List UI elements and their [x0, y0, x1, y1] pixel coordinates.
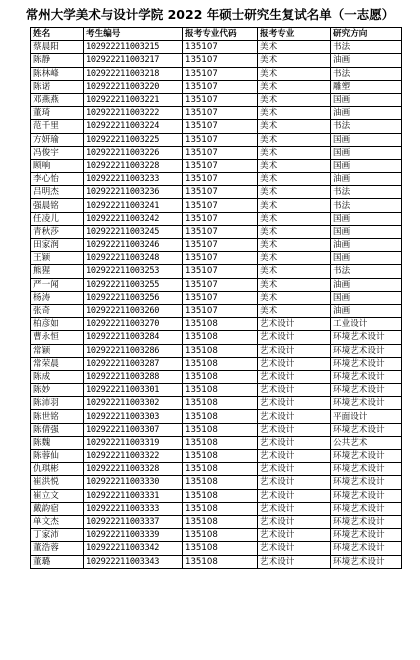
cell-major: 美术: [258, 133, 331, 146]
cell-major: 美术: [258, 252, 331, 265]
table-row: [31, 304, 402, 317]
cell-name: 熊猩: [31, 265, 84, 278]
cell-candidate-id: 102922211003284: [84, 331, 183, 344]
table-row: [31, 239, 402, 252]
cell-research-direction: 油画: [331, 304, 402, 317]
cell-research-direction: 环境艺术设计: [331, 489, 402, 502]
cell-major: 美术: [258, 107, 331, 120]
table-row: [31, 489, 402, 502]
cell-research-direction: 环境艺术设计: [331, 463, 402, 476]
cell-name: 吕明杰: [31, 186, 84, 199]
cell-name: 顾响: [31, 159, 84, 172]
cell-major-code: 135107: [183, 199, 258, 212]
cell-major: 艺术设计: [258, 318, 331, 331]
header-major: 报考专业: [258, 28, 331, 41]
table-row: [31, 133, 402, 146]
cell-major-code: 135108: [183, 436, 258, 449]
cell-candidate-id: 102922211003236: [84, 186, 183, 199]
cell-research-direction: 环境艺术设计: [331, 502, 402, 515]
cell-research-direction: 环境艺术设计: [331, 384, 402, 397]
cell-candidate-id: 102922211003343: [84, 555, 183, 568]
cell-major: 美术: [258, 67, 331, 80]
table-row: [31, 252, 402, 265]
cell-major: 美术: [258, 212, 331, 225]
table-row: [31, 331, 402, 344]
cell-name: 崔立文: [31, 489, 84, 502]
cell-major: 美术: [258, 225, 331, 238]
cell-major-code: 135107: [183, 291, 258, 304]
cell-name: 陈妙: [31, 384, 84, 397]
cell-research-direction: 油画: [331, 278, 402, 291]
cell-candidate-id: 102922211003256: [84, 291, 183, 304]
cell-research-direction: 书法: [331, 265, 402, 278]
cell-major-code: 135107: [183, 67, 258, 80]
cell-research-direction: 油画: [331, 173, 402, 186]
cell-name: 任凌儿: [31, 212, 84, 225]
cell-candidate-id: 102922211003228: [84, 159, 183, 172]
table-row: [31, 291, 402, 304]
cell-major-code: 135108: [183, 502, 258, 515]
cell-candidate-id: 102922211003330: [84, 476, 183, 489]
cell-major-code: 135108: [183, 489, 258, 502]
cell-candidate-id: 102922211003337: [84, 515, 183, 528]
cell-name: 严一闻: [31, 278, 84, 291]
cell-major-code: 135107: [183, 133, 258, 146]
cell-major-code: 135107: [183, 93, 258, 106]
cell-major: 美术: [258, 199, 331, 212]
cell-candidate-id: 102922211003302: [84, 397, 183, 410]
table-row: [31, 410, 402, 423]
cell-major-code: 135108: [183, 529, 258, 542]
table-row: [31, 515, 402, 528]
cell-name: 陈倩强: [31, 423, 84, 436]
cell-major: 艺术设计: [258, 357, 331, 370]
table-row: [31, 67, 402, 80]
cell-name: 陈诺: [31, 80, 84, 93]
cell-major-code: 135107: [183, 120, 258, 133]
cell-research-direction: 环境艺术设计: [331, 542, 402, 555]
table-row: [31, 93, 402, 106]
table-row: [31, 80, 402, 93]
cell-research-direction: 国画: [331, 225, 402, 238]
cell-research-direction: 环境艺术设计: [331, 423, 402, 436]
cell-major: 美术: [258, 173, 331, 186]
cell-major: 美术: [258, 304, 331, 317]
cell-name: 常荣晨: [31, 357, 84, 370]
cell-name: 王颖: [31, 252, 84, 265]
table-row: [31, 397, 402, 410]
table-row: [31, 357, 402, 370]
cell-candidate-id: 102922211003303: [84, 410, 183, 423]
cell-name: 冯俊宇: [31, 146, 84, 159]
cell-research-direction: 环境艺术设计: [331, 397, 402, 410]
table-row: [31, 423, 402, 436]
cell-research-direction: 国画: [331, 291, 402, 304]
cell-candidate-id: 102922211003217: [84, 54, 183, 67]
cell-research-direction: 书法: [331, 41, 402, 54]
cell-major: 美术: [258, 54, 331, 67]
cell-candidate-id: 102922211003218: [84, 67, 183, 80]
cell-major: 美术: [258, 41, 331, 54]
cell-name: 董琦: [31, 107, 84, 120]
cell-name: 杨涛: [31, 291, 84, 304]
cell-name: 李心怡: [31, 173, 84, 186]
cell-research-direction: 国画: [331, 252, 402, 265]
cell-major: 艺术设计: [258, 476, 331, 489]
table-row: [31, 199, 402, 212]
cell-candidate-id: 102922211003322: [84, 450, 183, 463]
cell-research-direction: 国画: [331, 133, 402, 146]
cell-candidate-id: 102922211003242: [84, 212, 183, 225]
cell-name: 单文杰: [31, 515, 84, 528]
cell-research-direction: 环境艺术设计: [331, 357, 402, 370]
header-research-direction: 研究方向: [331, 28, 402, 41]
cell-major: 艺术设计: [258, 384, 331, 397]
cell-major: 美术: [258, 278, 331, 291]
cell-research-direction: 书法: [331, 186, 402, 199]
cell-major: 艺术设计: [258, 463, 331, 476]
table-row: [31, 212, 402, 225]
cell-candidate-id: 102922211003342: [84, 542, 183, 555]
cell-major-code: 135108: [183, 450, 258, 463]
cell-major: 艺术设计: [258, 555, 331, 568]
cell-major-code: 135107: [183, 304, 258, 317]
table-row: [31, 384, 402, 397]
cell-candidate-id: 102922211003339: [84, 529, 183, 542]
cell-research-direction: 油画: [331, 239, 402, 252]
cell-major-code: 135108: [183, 344, 258, 357]
cell-major-code: 135107: [183, 41, 258, 54]
table-row: [31, 555, 402, 568]
cell-candidate-id: 102922211003224: [84, 120, 183, 133]
cell-major-code: 135107: [183, 146, 258, 159]
cell-major: 艺术设计: [258, 397, 331, 410]
cell-major: 美术: [258, 186, 331, 199]
table-row: [31, 146, 402, 159]
cell-major-code: 135108: [183, 370, 258, 383]
cell-research-direction: 国画: [331, 93, 402, 106]
cell-candidate-id: 102922211003270: [84, 318, 183, 331]
table-row: [31, 344, 402, 357]
cell-major-code: 135107: [183, 252, 258, 265]
cell-major: 艺术设计: [258, 436, 331, 449]
cell-candidate-id: 102922211003220: [84, 80, 183, 93]
cell-research-direction: 环境艺术设计: [331, 370, 402, 383]
cell-name: 董浩蓉: [31, 542, 84, 555]
cell-major-code: 135108: [183, 555, 258, 568]
cell-major-code: 135108: [183, 515, 258, 528]
cell-candidate-id: 102922211003221: [84, 93, 183, 106]
cell-major-code: 135107: [183, 225, 258, 238]
document-title: 常州大学美术与设计学院 2022 年硕士研究生复试名单（一志愿）: [25, 7, 395, 22]
table-row: [31, 54, 402, 67]
cell-research-direction: 油画: [331, 107, 402, 120]
cell-candidate-id: 102922211003253: [84, 265, 183, 278]
header-major-code: 报考专业代码: [183, 28, 258, 41]
cell-name: 方妍瑜: [31, 133, 84, 146]
table-header-row: [31, 28, 402, 41]
cell-research-direction: 油画: [331, 54, 402, 67]
cell-major-code: 135108: [183, 384, 258, 397]
cell-candidate-id: 102922211003222: [84, 107, 183, 120]
table-row: [31, 107, 402, 120]
cell-research-direction: 公共艺术: [331, 436, 402, 449]
cell-name: 陈林峰: [31, 67, 84, 80]
table-row: [31, 186, 402, 199]
cell-research-direction: 环境艺术设计: [331, 344, 402, 357]
cell-major-code: 135107: [183, 186, 258, 199]
cell-name: 邓燕燕: [31, 93, 84, 106]
header-name: 姓名: [31, 28, 84, 41]
cell-candidate-id: 102922211003215: [84, 41, 183, 54]
cell-major: 美术: [258, 146, 331, 159]
cell-research-direction: 国画: [331, 159, 402, 172]
cell-research-direction: 书法: [331, 67, 402, 80]
cell-candidate-id: 102922211003288: [84, 370, 183, 383]
cell-name: 陈成: [31, 370, 84, 383]
cell-candidate-id: 102922211003286: [84, 344, 183, 357]
cell-name: 强晨铭: [31, 199, 84, 212]
cell-name: 蔡晨阳: [31, 41, 84, 54]
cell-research-direction: 平面设计: [331, 410, 402, 423]
cell-major: 艺术设计: [258, 410, 331, 423]
table-row: [31, 120, 402, 133]
cell-research-direction: 书法: [331, 199, 402, 212]
cell-name: 柏彦如: [31, 318, 84, 331]
table-row: [31, 476, 402, 489]
cell-research-direction: 环境艺术设计: [331, 476, 402, 489]
cell-research-direction: 雕塑: [331, 80, 402, 93]
cell-research-direction: 环境艺术设计: [331, 555, 402, 568]
cell-name: 陈静: [31, 54, 84, 67]
table-row: [31, 278, 402, 291]
cell-candidate-id: 102922211003246: [84, 239, 183, 252]
table-row: [31, 436, 402, 449]
cell-major: 艺术设计: [258, 529, 331, 542]
cell-candidate-id: 102922211003287: [84, 357, 183, 370]
cell-name: 崔洪悦: [31, 476, 84, 489]
cell-name: 陈魏: [31, 436, 84, 449]
cell-candidate-id: 102922211003333: [84, 502, 183, 515]
cell-research-direction: 环境艺术设计: [331, 529, 402, 542]
cell-name: 范千里: [31, 120, 84, 133]
cell-name: 张奇: [31, 304, 84, 317]
cell-major-code: 135108: [183, 542, 258, 555]
cell-name: 戴韵宿: [31, 502, 84, 515]
cell-major-code: 135107: [183, 278, 258, 291]
cell-major-code: 135108: [183, 318, 258, 331]
cell-major-code: 135107: [183, 239, 258, 252]
cell-candidate-id: 102922211003307: [84, 423, 183, 436]
cell-name: 曹永恒: [31, 331, 84, 344]
cell-major: 艺术设计: [258, 370, 331, 383]
cell-major-code: 135107: [183, 107, 258, 120]
table-row: [31, 225, 402, 238]
cell-major: 艺术设计: [258, 502, 331, 515]
table-row: [31, 370, 402, 383]
cell-major-code: 135108: [183, 357, 258, 370]
table-row: [31, 502, 402, 515]
cell-major-code: 135107: [183, 173, 258, 186]
cell-name: 丁家沛: [31, 529, 84, 542]
cell-candidate-id: 102922211003301: [84, 384, 183, 397]
cell-candidate-id: 102922211003331: [84, 489, 183, 502]
cell-name: 陈沛羽: [31, 397, 84, 410]
table-row: [31, 463, 402, 476]
cell-major-code: 135108: [183, 410, 258, 423]
cell-major-code: 135107: [183, 80, 258, 93]
table-row: [31, 265, 402, 278]
cell-major-code: 135108: [183, 463, 258, 476]
cell-research-direction: 国画: [331, 212, 402, 225]
cell-major: 美术: [258, 120, 331, 133]
cell-candidate-id: 102922211003328: [84, 463, 183, 476]
cell-major: 艺术设计: [258, 331, 331, 344]
cell-research-direction: 国画: [331, 146, 402, 159]
cell-name: 陈世铭: [31, 410, 84, 423]
table-body: [31, 41, 402, 569]
table-row: [31, 159, 402, 172]
cell-major: 美术: [258, 291, 331, 304]
cell-candidate-id: 102922211003233: [84, 173, 183, 186]
cell-research-direction: 环境艺术设计: [331, 450, 402, 463]
table-row: [31, 173, 402, 186]
cell-candidate-id: 102922211003245: [84, 225, 183, 238]
cell-candidate-id: 102922211003226: [84, 146, 183, 159]
cell-name: 青秋莎: [31, 225, 84, 238]
cell-major: 艺术设计: [258, 423, 331, 436]
cell-research-direction: 书法: [331, 120, 402, 133]
cell-candidate-id: 102922211003319: [84, 436, 183, 449]
table-row: [31, 41, 402, 54]
cell-major: 艺术设计: [258, 450, 331, 463]
cell-name: 仇琪彬: [31, 463, 84, 476]
cell-research-direction: 工业设计: [331, 318, 402, 331]
cell-candidate-id: 102922211003255: [84, 278, 183, 291]
cell-major: 艺术设计: [258, 515, 331, 528]
cell-candidate-id: 102922211003241: [84, 199, 183, 212]
cell-major-code: 135107: [183, 159, 258, 172]
cell-major-code: 135107: [183, 265, 258, 278]
cell-major: 美术: [258, 159, 331, 172]
table-row: [31, 542, 402, 555]
cell-name: 董璐: [31, 555, 84, 568]
table-row: [31, 450, 402, 463]
cell-major: 艺术设计: [258, 489, 331, 502]
cell-candidate-id: 102922211003225: [84, 133, 183, 146]
cell-major-code: 135107: [183, 212, 258, 225]
table-row: [31, 318, 402, 331]
cell-name: 常颖: [31, 344, 84, 357]
cell-major-code: 135108: [183, 423, 258, 436]
cell-major-code: 135108: [183, 397, 258, 410]
cell-research-direction: 环境艺术设计: [331, 515, 402, 528]
cell-major-code: 135107: [183, 54, 258, 67]
cell-major: 美术: [258, 80, 331, 93]
cell-candidate-id: 102922211003260: [84, 304, 183, 317]
header-candidate-id: 考生编号: [84, 28, 183, 41]
table-row: [31, 529, 402, 542]
cell-research-direction: 环境艺术设计: [331, 331, 402, 344]
cell-major: 美术: [258, 239, 331, 252]
cell-major: 美术: [258, 93, 331, 106]
cell-name: 陈蓉仙: [31, 450, 84, 463]
cell-major-code: 135108: [183, 331, 258, 344]
cell-name: 田家润: [31, 239, 84, 252]
cell-major-code: 135108: [183, 476, 258, 489]
cell-major: 美术: [258, 265, 331, 278]
admission-list-table: [30, 27, 402, 569]
cell-candidate-id: 102922211003248: [84, 252, 183, 265]
cell-major: 艺术设计: [258, 542, 331, 555]
cell-major: 艺术设计: [258, 344, 331, 357]
